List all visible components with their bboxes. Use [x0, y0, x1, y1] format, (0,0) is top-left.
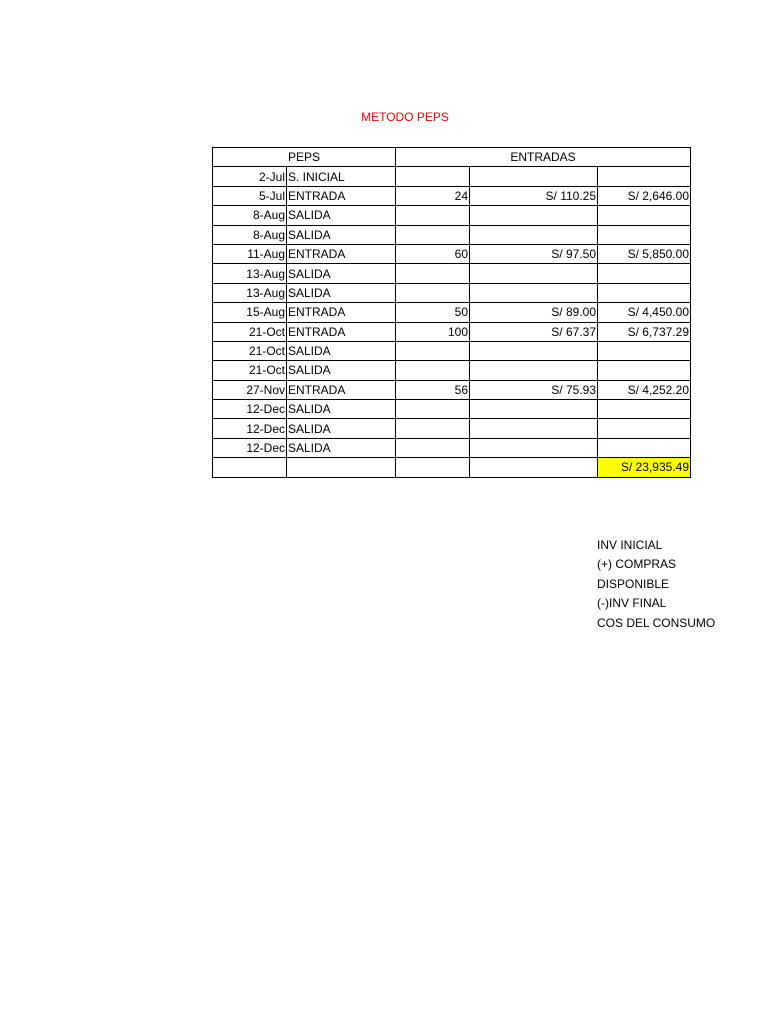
table-row: [213, 303, 691, 322]
unit-cost-cell[interactable]: [470, 167, 598, 186]
total-cell[interactable]: [598, 264, 691, 283]
grand-total-cell[interactable]: S/ 23,935.49: [598, 458, 691, 477]
total-cell[interactable]: [598, 206, 691, 225]
unit-cost-cell[interactable]: [470, 438, 598, 457]
total-cell[interactable]: [598, 438, 691, 457]
total-cell[interactable]: [598, 400, 691, 419]
date-cell[interactable]: 8-Aug: [213, 225, 287, 244]
type-cell[interactable]: SALIDA: [287, 264, 396, 283]
summary-label: INV INICIAL: [597, 538, 663, 552]
unit-cost-cell[interactable]: S/ 97.50: [470, 244, 598, 263]
qty-cell[interactable]: [396, 206, 470, 225]
header-entradas[interactable]: ENTRADAS: [396, 148, 691, 167]
total-cell[interactable]: [598, 361, 691, 380]
type-cell[interactable]: ENTRADA: [287, 380, 396, 399]
table-row: [213, 322, 691, 341]
date-cell[interactable]: 12-Dec: [213, 438, 287, 457]
qty-cell[interactable]: [396, 225, 470, 244]
date-cell[interactable]: 2-Jul: [213, 167, 287, 186]
summary-label: (-)INV FINAL: [597, 596, 667, 611]
type-cell[interactable]: SALIDA: [287, 400, 396, 419]
date-cell[interactable]: 21-Oct: [213, 322, 287, 341]
date-cell[interactable]: 5-Jul: [213, 186, 287, 205]
total-row: [213, 458, 691, 477]
table-row: [213, 225, 691, 244]
type-cell[interactable]: ENTRADA: [287, 244, 396, 263]
table-row: [213, 206, 691, 225]
total-cell[interactable]: [598, 225, 691, 244]
table-row: [213, 400, 691, 419]
type-cell[interactable]: SALIDA: [287, 206, 396, 225]
total-cell[interactable]: S/ 6,737.29: [598, 322, 691, 341]
unit-cost-cell[interactable]: [470, 283, 598, 302]
date-cell[interactable]: 8-Aug: [213, 206, 287, 225]
type-cell[interactable]: ENTRADA: [287, 303, 396, 322]
sheet-title: METODO PEPS: [361, 110, 449, 124]
total-cell[interactable]: [598, 167, 691, 186]
table-row: [213, 186, 691, 205]
type-cell[interactable]: SALIDA: [287, 225, 396, 244]
summary-label: (+) COMPRAS: [597, 557, 677, 572]
total-cell[interactable]: S/ 4,252.20: [598, 380, 691, 399]
qty-cell[interactable]: [396, 400, 470, 419]
empty-cell[interactable]: [213, 458, 287, 477]
table-row: [213, 438, 691, 457]
qty-cell[interactable]: 50: [396, 303, 470, 322]
unit-cost-cell[interactable]: [470, 341, 598, 360]
type-cell[interactable]: SALIDA: [287, 419, 396, 438]
total-cell[interactable]: [598, 341, 691, 360]
unit-cost-cell[interactable]: [470, 264, 598, 283]
type-cell[interactable]: SALIDA: [287, 341, 396, 360]
unit-cost-cell[interactable]: [470, 225, 598, 244]
unit-cost-cell[interactable]: [470, 361, 598, 380]
summary-labels: [597, 536, 716, 633]
qty-cell[interactable]: [396, 361, 470, 380]
qty-cell[interactable]: [396, 419, 470, 438]
date-cell[interactable]: 27-Nov: [213, 380, 287, 399]
qty-cell[interactable]: 56: [396, 380, 470, 399]
table-row: [213, 264, 691, 283]
empty-cell[interactable]: [470, 458, 598, 477]
unit-cost-cell[interactable]: S/ 67.37: [470, 322, 598, 341]
date-cell[interactable]: 21-Oct: [213, 361, 287, 380]
date-cell[interactable]: 13-Aug: [213, 283, 287, 302]
header-peps[interactable]: PEPS: [213, 148, 396, 167]
empty-cell[interactable]: [396, 458, 470, 477]
unit-cost-cell[interactable]: [470, 400, 598, 419]
table-row: [213, 167, 691, 186]
type-cell[interactable]: SALIDA: [287, 438, 396, 457]
type-cell[interactable]: ENTRADA: [287, 322, 396, 341]
unit-cost-cell[interactable]: [470, 419, 598, 438]
table-row: [213, 380, 691, 399]
peps-table: [212, 147, 691, 478]
date-cell[interactable]: 11-Aug: [213, 244, 287, 263]
table-row: [213, 283, 691, 302]
qty-cell[interactable]: 100: [396, 322, 470, 341]
table-row: [213, 244, 691, 263]
date-cell[interactable]: 12-Dec: [213, 400, 287, 419]
header-row: [213, 148, 691, 167]
date-cell[interactable]: 13-Aug: [213, 264, 287, 283]
total-cell[interactable]: S/ 5,850.00: [598, 244, 691, 263]
table-row: [213, 361, 691, 380]
empty-cell[interactable]: [287, 458, 396, 477]
qty-cell[interactable]: [396, 283, 470, 302]
total-cell[interactable]: [598, 283, 691, 302]
qty-cell[interactable]: [396, 438, 470, 457]
summary-label: DISPONIBLE: [597, 576, 670, 591]
total-cell[interactable]: [598, 419, 691, 438]
type-cell[interactable]: ENTRADA: [287, 186, 396, 205]
table-row: [213, 419, 691, 438]
qty-cell[interactable]: [396, 341, 470, 360]
unit-cost-cell[interactable]: S/ 110.25: [470, 186, 598, 205]
qty-cell[interactable]: 60: [396, 244, 470, 263]
summary-label: COS DEL CONSUMO: [597, 615, 716, 630]
unit-cost-cell[interactable]: S/ 89.00: [470, 303, 598, 322]
table-row: [213, 341, 691, 360]
unit-cost-cell[interactable]: [470, 206, 598, 225]
qty-cell[interactable]: [396, 167, 470, 186]
type-cell[interactable]: S. INICIAL: [287, 167, 396, 186]
unit-cost-cell[interactable]: S/ 75.93: [470, 380, 598, 399]
date-cell[interactable]: 15-Aug: [213, 303, 287, 322]
type-cell[interactable]: SALIDA: [287, 283, 396, 302]
qty-cell[interactable]: 24: [396, 186, 470, 205]
date-cell[interactable]: 21-Oct: [213, 341, 287, 360]
total-cell[interactable]: S/ 4,450.00: [598, 303, 691, 322]
type-cell[interactable]: SALIDA: [287, 361, 396, 380]
qty-cell[interactable]: [396, 264, 470, 283]
date-cell[interactable]: 12-Dec: [213, 419, 287, 438]
total-cell[interactable]: S/ 2,646.00: [598, 186, 691, 205]
